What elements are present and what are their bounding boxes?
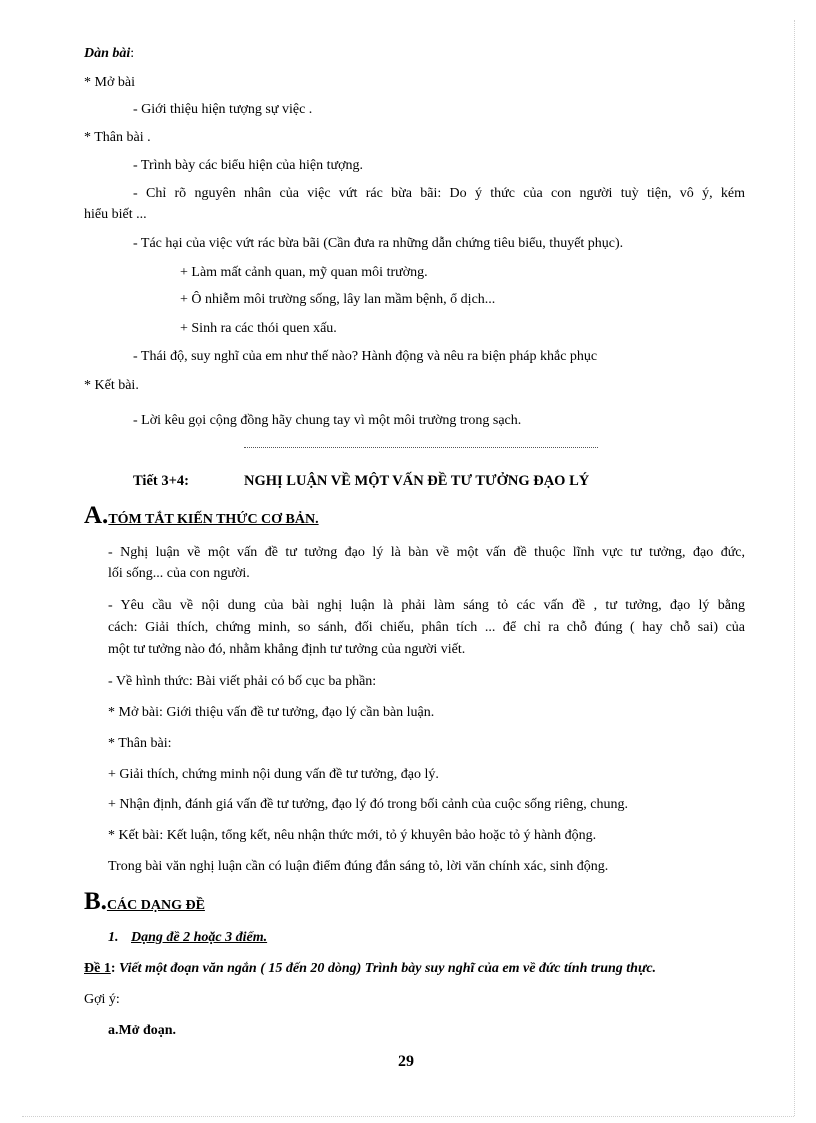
de-1-text: Viết một đoạn văn ngắn ( 15 đến 20 dòng) Trình bày suy nghĩ của em về đức tính trung thực. [115,961,657,976]
outline-sub-2: + Ô nhiễm môi trường sống, lây lan mầm bệnh, ổ dịch... [180,292,496,307]
outline-intro-item: - Giới thiệu hiện tượng sự việc . [133,102,313,117]
section-a-p2-line-3: một tư tưởng nào đó, nhằm khẳng định tư tưởng của người viết. [108,642,466,657]
section-b-item-number: 1. [108,930,119,945]
page-number: 29 [398,1053,414,1070]
outline-body-item-2-line-2: hiểu biết ... [84,207,147,222]
section-b-item-title: Dạng đề 2 hoặc 3 điểm. [131,930,268,945]
outline-sub-1: + Làm mất cảnh quan, mỹ quan môi trường. [180,265,428,280]
dotted-separator [244,447,598,448]
outline-body-item-2-line-1: - Chỉ rõ nguyên nhân của việc vứt rác bừa bãi: Do ý thức của con người tuỳ tiện, vô ý, kém [133,186,745,201]
section-a-p8: * Kết bài: Kết luận, tổng kết, nêu nhận thức mới, tỏ ý khuyên bảo hoặc tỏ ý hành động. [108,828,597,843]
outline-body: * Thân bài . [84,130,151,145]
mo-doan: a.Mở đoạn. [108,1023,177,1038]
section-a-letter: A. [84,502,109,529]
section-a-p6: + Giải thích, chứng minh nội dung vấn đề tư tưởng, đạo lý. [108,767,439,782]
section-a-p7: + Nhận định, đánh giá vấn đề tư tưởng, đạo lý đó trong bối cảnh của cuộc sống riêng, chung. [108,797,628,812]
outline-intro: * Mở bài [84,75,135,90]
de-1-label: Đề 1 [84,961,111,976]
section-a-p2-line-1: - Yêu cầu về nội dung của bài nghị luận là phải làm sáng tỏ các vấn đề , tư tưởng, đạo lý bằng [108,598,745,613]
section-a-p4: * Mở bài: Giới thiệu vấn đề tư tưởng, đạo lý cần bàn luận. [108,705,435,720]
section-a-p9: Trong bài văn nghị luận cần có luận điểm đúng đắn sáng tỏ, lời văn chính xác, sinh động. [108,859,609,874]
outline-body-item-3: - Tác hại của việc vứt rác bừa bãi (Cần đưa ra những dẫn chứng tiêu biểu, thuyết phục). [133,236,624,251]
section-b-letter: B. [84,888,107,915]
outline-conclusion: * Kết bài. [84,378,139,393]
outline-conclusion-item: - Lời kêu gọi cộng đồng hãy chung tay vì một môi trường trong sạch. [133,413,522,428]
section-a-p3: - Về hình thức: Bài viết phải có bố cục ba phần: [108,674,377,689]
page-border-right [794,20,795,1116]
section-b-title: CÁC DẠNG ĐỀ [106,898,205,913]
outline-sub-3: + Sinh ra các thói quen xấu. [180,321,337,336]
lesson-label: Tiết 3+4: [133,473,189,489]
lesson-title: NGHỊ LUẬN VỀ MỘT VẤN ĐỀ TƯ TƯỞNG ĐẠO LÝ [244,473,590,489]
outline-heading [84,45,134,63]
de-1 [84,960,656,978]
section-a-title: TÓM TẮT KIẾN THỨC CƠ BẢN. [108,512,319,527]
outline-heading-text: Dàn bài [84,46,131,61]
outline-heading-colon: : [130,46,135,61]
section-a-p1-line-1: - Nghị luận về một vấn đề tư tưởng đạo lý là bàn về một vấn đề thuộc lĩnh vực tư tưởng, đạo đức, [108,545,745,560]
section-a-p1-line-2: lối sống... của con người. [108,566,250,581]
goi-y: Gợi ý: [84,992,120,1007]
outline-body-item-4: - Thái độ, suy nghĩ của em như thế nào? Hành động và nêu ra biện pháp khắc phục [133,349,598,364]
section-a-heading [84,502,319,534]
outline-body-item-1: - Trình bày các biểu hiện của hiện tượng. [133,158,363,173]
section-a-p2-line-2: cách: Giải thích, chứng minh, so sánh, đối chiếu, phân tích ... để chỉ ra chỗ đúng ( hay chỗ sai) của [108,620,745,635]
de-1-colon: : [110,961,116,976]
section-a-p5: * Thân bài: [108,736,172,751]
section-b-heading [84,888,205,920]
page-border-bottom [22,1116,794,1117]
